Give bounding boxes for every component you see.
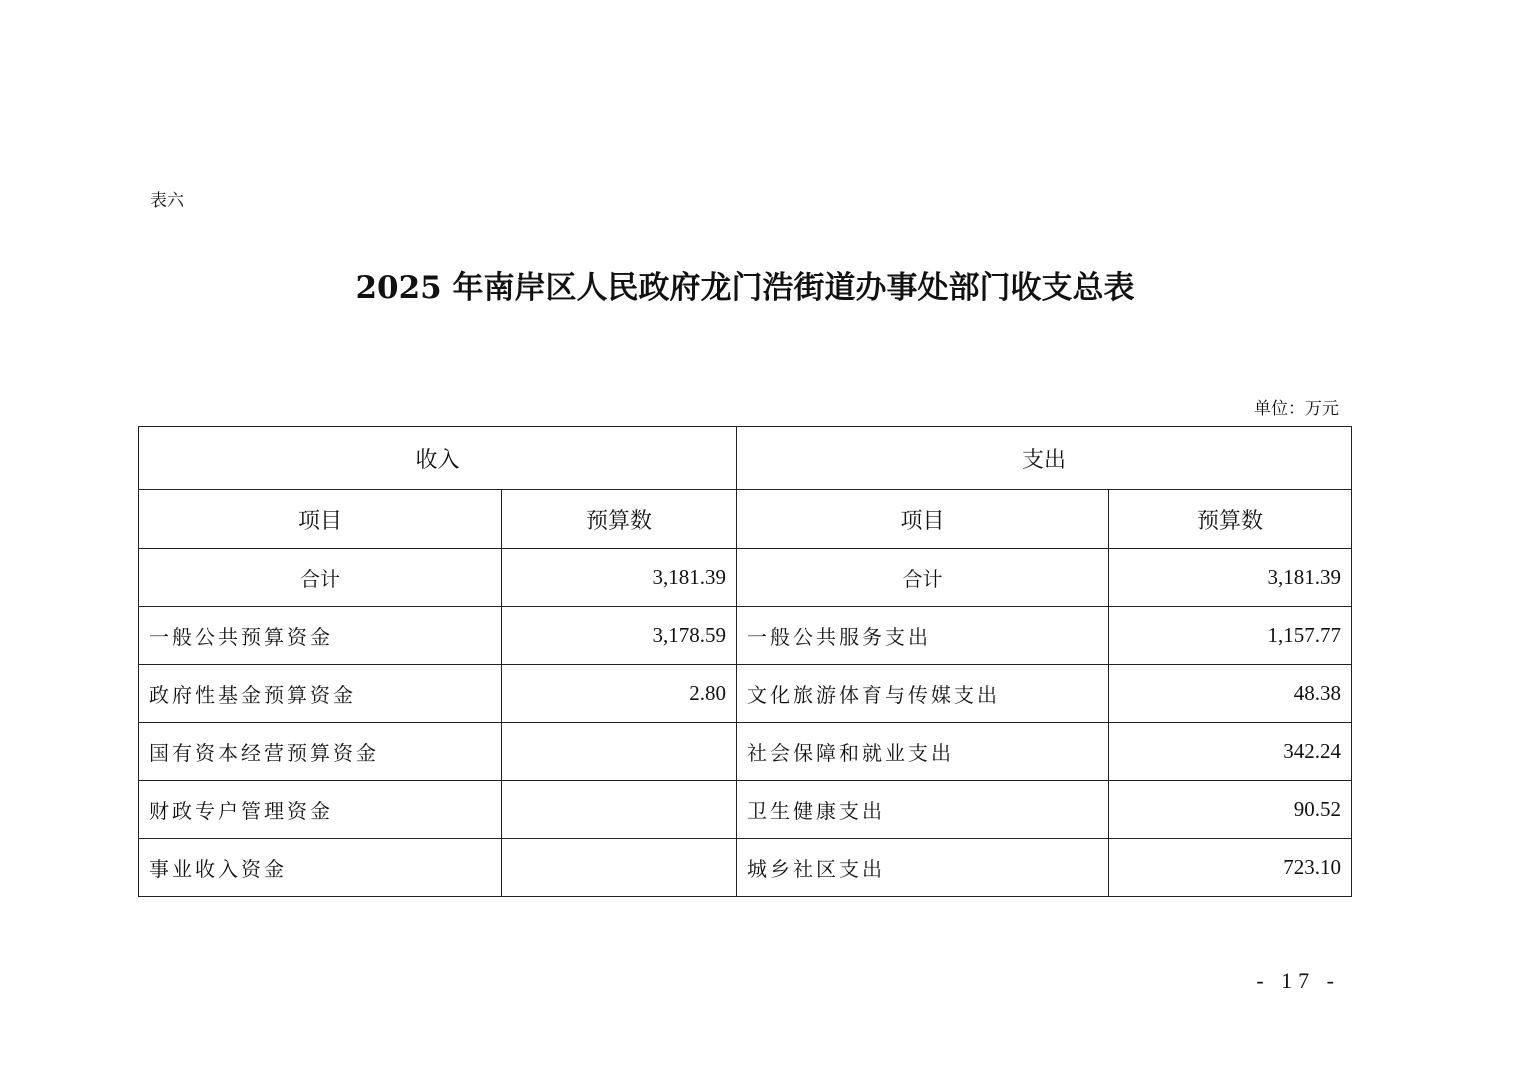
table-row	[139, 781, 1352, 839]
expense-item: 一般公共服务支出	[737, 607, 1109, 665]
income-total-label: 合计	[139, 549, 502, 607]
expense-amount: 1,157.77	[1109, 607, 1352, 665]
table-row	[139, 839, 1352, 897]
expense-total-label: 合计	[737, 549, 1109, 607]
expense-item: 文化旅游体育与传媒支出	[737, 665, 1109, 723]
income-item: 财政专户管理资金	[139, 781, 502, 839]
expense-amount-header: 预算数	[1109, 490, 1352, 549]
expense-item-header: 项目	[737, 490, 1109, 549]
income-amount: 2.80	[502, 665, 737, 723]
income-amount	[502, 839, 737, 897]
income-total-amount: 3,181.39	[502, 549, 737, 607]
expense-item: 城乡社区支出	[737, 839, 1109, 897]
table-row	[139, 665, 1352, 723]
income-item-header: 项目	[139, 490, 502, 549]
expense-item: 社会保障和就业支出	[737, 723, 1109, 781]
expense-total-amount: 3,181.39	[1109, 549, 1352, 607]
table-row	[139, 723, 1352, 781]
expense-amount: 48.38	[1109, 665, 1352, 723]
table-row	[139, 607, 1352, 665]
expense-item: 卫生健康支出	[737, 781, 1109, 839]
expense-amount: 723.10	[1109, 839, 1352, 897]
income-amount-header: 预算数	[502, 490, 737, 549]
group-header-row	[139, 427, 1352, 490]
income-amount: 3,178.59	[502, 607, 737, 665]
income-item: 一般公共预算资金	[139, 607, 502, 665]
income-item: 政府性基金预算资金	[139, 665, 502, 723]
unit-note: 单位：万元	[1254, 399, 1339, 419]
income-amount	[502, 723, 737, 781]
document-title: 2025 年南岸区人民政府龙门浩街道办事处部门收支总表	[355, 270, 1135, 306]
income-item: 国有资本经营预算资金	[139, 723, 502, 781]
income-amount	[502, 781, 737, 839]
expense-amount: 90.52	[1109, 781, 1352, 839]
income-item: 事业收入资金	[139, 839, 502, 897]
column-header-row	[139, 490, 1352, 549]
table-label: 表六	[150, 191, 184, 211]
budget-summary-table	[138, 426, 1352, 897]
total-row	[139, 549, 1352, 607]
page-number: - 17 -	[1256, 968, 1340, 993]
expense-group-header: 支出	[737, 427, 1352, 490]
expense-amount: 342.24	[1109, 723, 1352, 781]
income-group-header: 收入	[139, 427, 737, 490]
